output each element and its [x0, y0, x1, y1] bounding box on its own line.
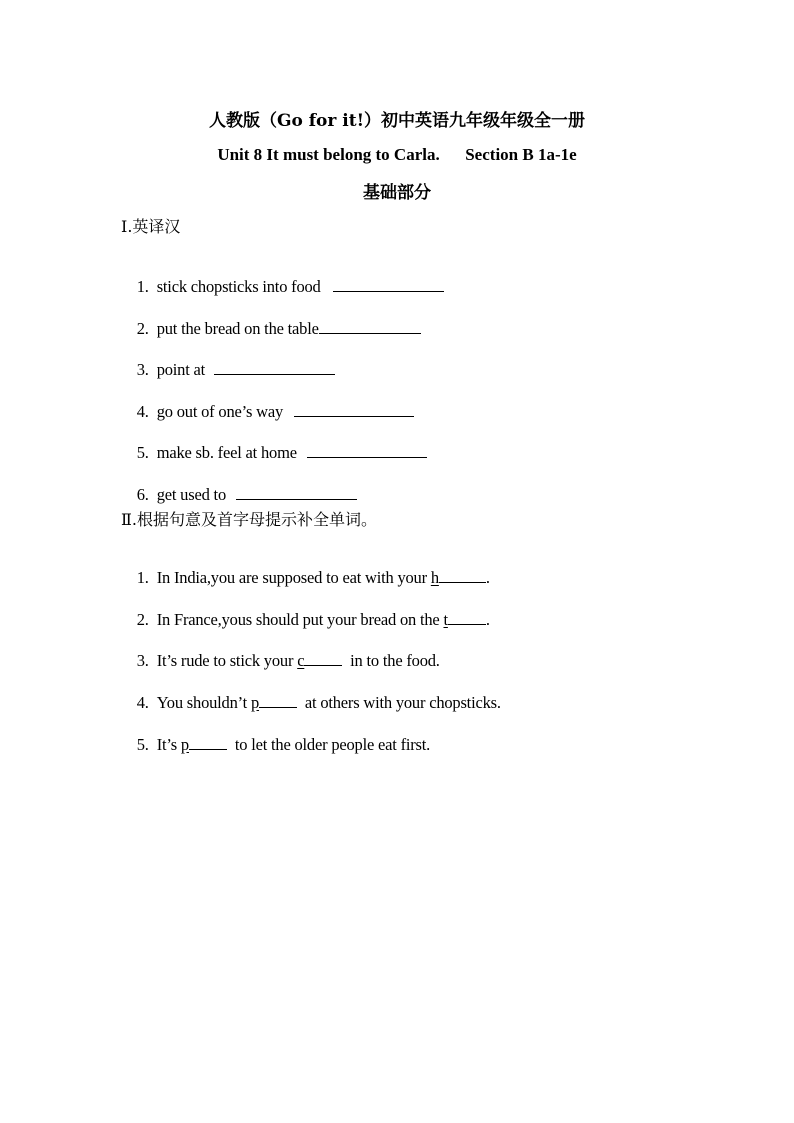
answer-blank[interactable]	[294, 415, 414, 417]
answer-blank[interactable]	[251, 693, 297, 712]
item-text: point at	[156, 360, 206, 379]
section-2-heading: Ⅱ.根据句意及首字母提示补全单词。	[121, 510, 377, 529]
item-number: 6.	[136, 485, 149, 504]
unit-subtitle: Unit 8 It must belong to Carla. Section B 1a-1e	[217, 145, 577, 164]
answer-blank[interactable]	[307, 456, 427, 458]
item-text-after: .	[485, 610, 490, 629]
part-heading: 基础部分	[363, 183, 431, 203]
answer-blank[interactable]	[443, 610, 485, 629]
document-title: 人教版（Go for it!）初中英语九年级年级全一册	[208, 111, 586, 131]
item-number: 1.	[136, 277, 149, 296]
answer-blank[interactable]	[236, 498, 357, 500]
initial-letter-hint: p	[180, 735, 189, 754]
initial-letter-hint: c	[297, 651, 305, 670]
initial-letter-hint: p	[250, 693, 260, 712]
item-text: make sb. feel at home	[156, 443, 297, 462]
item-text: stick chopsticks into food	[156, 277, 321, 296]
item-text-after: to let the older people eat first.	[226, 735, 431, 754]
item-number: 4.	[136, 402, 149, 421]
answer-blank[interactable]	[333, 290, 444, 292]
fill-in-item	[121, 715, 430, 775]
item-number: 1.	[136, 568, 149, 587]
item-number: 4.	[136, 693, 149, 712]
item-text-after: .	[485, 568, 490, 587]
item-text: go out of one’s way	[156, 402, 284, 421]
item-number: 2.	[136, 610, 149, 629]
item-text-before: It’s	[156, 735, 181, 754]
answer-blank[interactable]	[431, 568, 486, 587]
answer-blank[interactable]	[297, 651, 342, 670]
item-number: 3.	[136, 651, 149, 670]
item-text: put the bread on the table	[156, 319, 319, 338]
item-text-after: at others with your chopsticks.	[297, 693, 501, 712]
item-number: 3.	[136, 360, 149, 379]
answer-blank[interactable]	[214, 373, 335, 375]
item-number: 5.	[136, 735, 149, 754]
item-text: get used to	[156, 485, 226, 504]
answer-blank[interactable]	[181, 735, 227, 754]
item-text-before: In France,yous should put your bread on the	[156, 610, 444, 629]
item-text-before: It’s rude to stick your	[156, 651, 298, 670]
item-text-before: You shouldn’t	[156, 693, 251, 712]
item-number: 2.	[136, 319, 149, 338]
initial-letter-hint: t	[443, 610, 448, 629]
item-number: 5.	[136, 443, 149, 462]
initial-letter-hint: h	[430, 568, 439, 587]
item-text-before: In India,you are supposed to eat with your	[156, 568, 431, 587]
answer-blank[interactable]	[319, 332, 421, 334]
item-text-after: in to the food.	[342, 651, 440, 670]
section-1-heading: Ⅰ.英译汉	[121, 217, 181, 236]
